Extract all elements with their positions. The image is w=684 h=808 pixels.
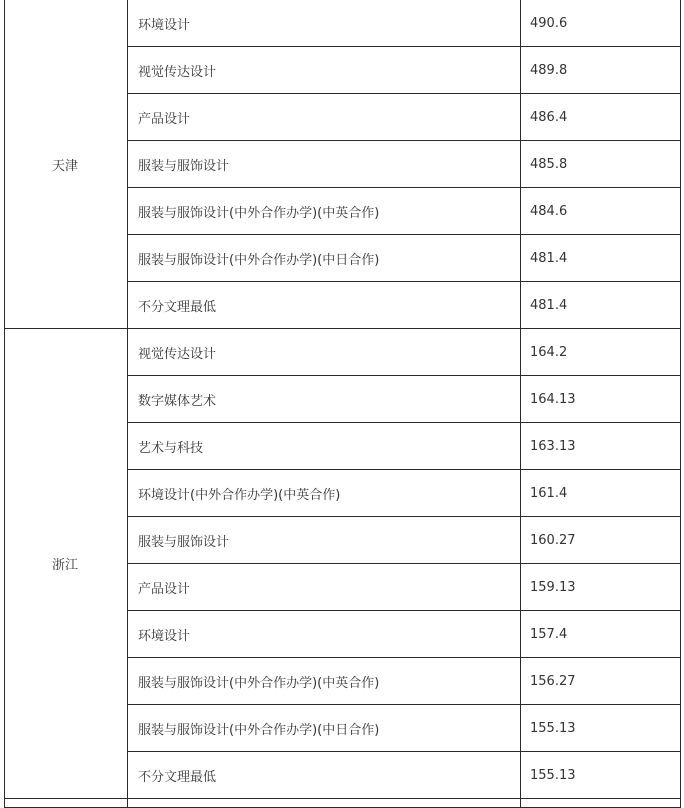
table-row	[5, 329, 681, 376]
major-cell: 环境设计	[128, 0, 521, 47]
major-cell: 服装与服饰设计(中外合作办学)(中日合作)	[128, 235, 521, 282]
major-cell: 服装与服饰设计(中外合作办学)(中英合作)	[128, 658, 521, 705]
major-cell: 服装与服饰设计(中外合作办学)(中英合作)	[128, 188, 521, 235]
score-cell: 155.13	[521, 752, 681, 799]
score-cell: 486.4	[521, 94, 681, 141]
major-cell: 产品设计	[128, 564, 521, 611]
major-cell: 产品设计	[128, 94, 521, 141]
score-cell: 155.13	[521, 705, 681, 752]
score-cell: 163.13	[521, 423, 681, 470]
table-row	[5, 0, 681, 47]
major-cell: 视觉传达设计	[128, 47, 521, 94]
major-cell: 服装与服饰设计(中外合作办学)(中日合作)	[128, 705, 521, 752]
score-cell: 485.8	[521, 141, 681, 188]
province-cell: 天津	[5, 0, 128, 329]
score-cell: 164.13	[521, 376, 681, 423]
score-table-body	[5, 0, 681, 808]
score-cell: 490.6	[521, 0, 681, 47]
table-row-partial	[5, 799, 681, 808]
major-cell: 环境设计	[128, 611, 521, 658]
major-cell: 不分文理最低	[128, 282, 521, 329]
score-cell: 156.27	[521, 658, 681, 705]
major-cell: 艺术与科技	[128, 423, 521, 470]
empty-cell	[5, 799, 128, 808]
score-cell: 484.6	[521, 188, 681, 235]
score-cell: 164.2	[521, 329, 681, 376]
province-cell: 浙江	[5, 329, 128, 799]
major-cell: 服装与服饰设计	[128, 141, 521, 188]
score-cell: 481.4	[521, 282, 681, 329]
major-cell: 不分文理最低	[128, 752, 521, 799]
empty-cell	[128, 799, 521, 808]
major-cell: 环境设计(中外合作办学)(中英合作)	[128, 470, 521, 517]
score-cell: 161.4	[521, 470, 681, 517]
score-cell: 481.4	[521, 235, 681, 282]
empty-cell	[521, 799, 681, 808]
major-cell: 数字媒体艺术	[128, 376, 521, 423]
score-cell: 157.4	[521, 611, 681, 658]
major-cell: 服装与服饰设计	[128, 517, 521, 564]
score-cell: 159.13	[521, 564, 681, 611]
score-table	[4, 0, 681, 808]
major-cell: 视觉传达设计	[128, 329, 521, 376]
score-cell: 489.8	[521, 47, 681, 94]
score-cell: 160.27	[521, 517, 681, 564]
